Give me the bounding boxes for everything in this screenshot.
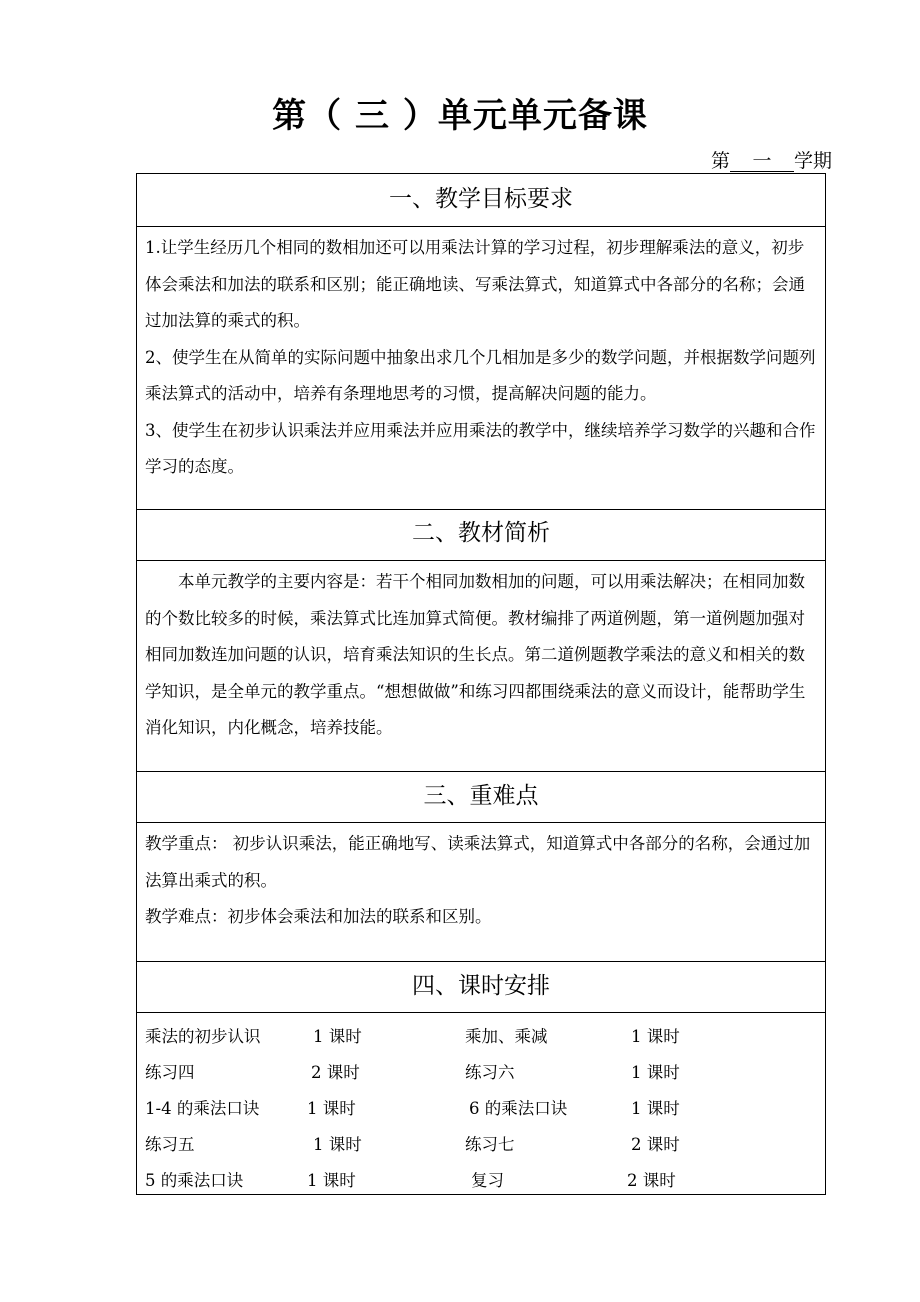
materials-paragraph: 本单元教学的主要内容是：若干个相同加数相加的问题，可以用乘法解决；在相同加数的个数比较多的时候，乘法算式比连加算式简便。教材编排了两道例题，第一道例题加强对相同加数连加问题的认识，培育乘法知识的生长点。第二道例题教学乘法的意义和相关的数学知识，是全单元的教学重点。“想想做做”和练习四都围绕乘法的意义而设计，能帮助学生消化知识，内化概念，培养技能。 [145, 572, 806, 737]
lesson-hours: 1 课时 [631, 1063, 680, 1082]
lesson-name: 5 的乘法口诀 [145, 1171, 244, 1190]
lesson-hours: 1 课时 [631, 1027, 680, 1046]
lesson-hours: 1 课时 [307, 1099, 356, 1118]
divider [137, 1012, 825, 1013]
section-body-key-points [145, 826, 819, 936]
semester-prefix: 第 [710, 150, 730, 172]
lesson-name: 乘法的初步认识 [145, 1027, 261, 1046]
lesson-hours: 2 课时 [311, 1063, 360, 1082]
page-title: 第（ 三 ）单元单元备课 [272, 96, 648, 136]
schedule-row [137, 1167, 825, 1203]
lesson-hours: 1 课时 [631, 1099, 680, 1118]
section-body-materials [145, 564, 819, 747]
lesson-name: 练习七 [465, 1135, 515, 1154]
lesson-hours: 1 课时 [313, 1135, 362, 1154]
section-heading-materials: 二、教材简析 [412, 520, 550, 546]
semester-value: 一 [730, 151, 794, 172]
lesson-name: 复习 [471, 1171, 504, 1190]
lesson-name: 1-4 的乘法口诀 [145, 1099, 260, 1118]
lesson-name: 练习五 [145, 1135, 195, 1154]
schedule-row [137, 1131, 825, 1167]
section-heading-key-points: 三、重难点 [423, 783, 539, 809]
key-point-paragraph: 教学重点： 初步认识乘法，能正确地写、读乘法算式，知道算式中各部分的名称，会通过加法算出乘式的积。 [145, 834, 811, 890]
lesson-hours: 2 课时 [631, 1135, 680, 1154]
divider [137, 509, 825, 510]
goal-paragraph: 2、使学生在从简单的实际问题中抽象出求几个几相加是多少的数学问题，并根据数学问题列乘法算式的活动中，培养有条理地思考的习惯，提高解决问题的能力。 [145, 347, 816, 403]
section-body-goals [145, 230, 819, 486]
divider [137, 560, 825, 561]
lesson-hours: 1 课时 [307, 1171, 356, 1190]
goal-paragraph: 1.让学生经历几个相同的数相加还可以用乘法计算的学习过程，初步理解乘法的意义，初步体会乘法和加法的联系和区别；能正确地读、写乘法算式，知道算式中各部分的名称；会通过加法算的乘式的积。 [145, 238, 805, 330]
section-heading-schedule: 四、课时安排 [412, 973, 550, 999]
divider [137, 226, 825, 227]
schedule-row [137, 1059, 825, 1095]
lesson-name: 乘加、乘减 [465, 1027, 548, 1046]
lesson-hours: 2 课时 [627, 1171, 676, 1190]
difficulty-paragraph: 教学难点：初步体会乘法和加法的联系和区别。 [145, 907, 492, 926]
divider [137, 961, 825, 962]
semester-line [711, 146, 832, 173]
lesson-hours: 1 课时 [313, 1027, 362, 1046]
lesson-name: 6 的乘法口诀 [469, 1099, 568, 1118]
semester-suffix: 学期 [793, 150, 832, 172]
divider [137, 771, 825, 772]
goal-paragraph: 3、使学生在初步认识乘法并应用乘法并应用乘法的教学中，继续培养学习数学的兴趣和合作学习的态度。 [145, 420, 816, 476]
schedule-row [137, 1095, 825, 1131]
schedule-row [137, 1023, 825, 1059]
lesson-name: 练习四 [145, 1063, 195, 1082]
divider [137, 822, 825, 823]
lesson-plan-table [136, 173, 826, 1195]
lesson-name: 练习六 [465, 1063, 515, 1082]
section-heading-goals: 一、教学目标要求 [389, 186, 573, 212]
